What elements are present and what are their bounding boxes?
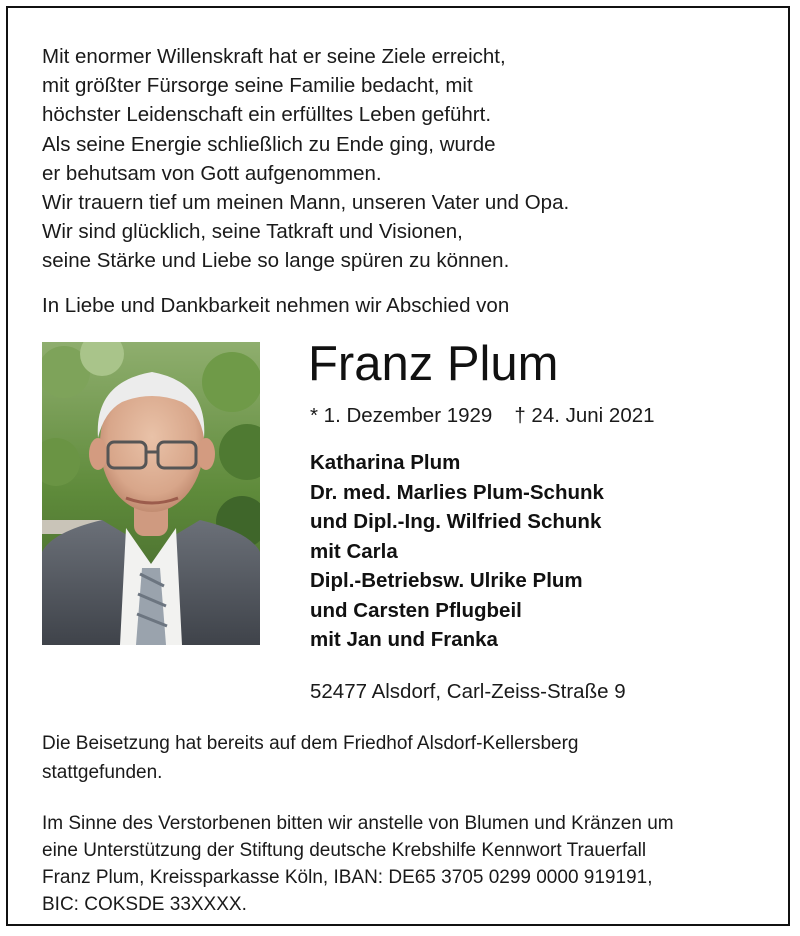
donation-line: BIC: COKSDE 33XXXX. bbox=[42, 894, 247, 915]
poem-line: mit größter Fürsorge seine Familie bedacht, mit bbox=[42, 74, 473, 98]
burial-line: stattgefunden. bbox=[42, 761, 163, 783]
farewell-intro: In Liebe und Dankbarkeit nehmen wir Abschied von bbox=[42, 294, 510, 317]
death-date: † 24. Juni 2021 bbox=[514, 404, 655, 427]
mourner-line: und Dipl.-Ing. Wilfried Schunk bbox=[310, 510, 602, 533]
burial-line: Die Beisetzung hat bereits auf dem Friedhof Alsdorf-Kellersberg bbox=[42, 733, 579, 754]
poem-line: Wir trauern tief um meinen Mann, unseren Vater und Opa. bbox=[42, 191, 570, 215]
poem-line: höchster Leidenschaft ein erfülltes Leben geführt. bbox=[42, 103, 492, 127]
birth-date: * 1. Dezember 1929 bbox=[310, 404, 493, 427]
burial-note bbox=[42, 730, 579, 787]
poem-line: seine Stärke und Liebe so lange spüren zu können. bbox=[42, 249, 510, 273]
poem-line: Wir sind glücklich, seine Tatkraft und Visionen, bbox=[42, 220, 463, 244]
obituary-frame bbox=[6, 6, 790, 926]
family-address: 52477 Alsdorf, Carl-Zeiss-Straße 9 bbox=[310, 680, 626, 703]
mourner-line: Dipl.-Betriebsw. Ulrike Plum bbox=[310, 569, 583, 592]
donation-request bbox=[42, 810, 674, 918]
portrait-photo bbox=[42, 342, 260, 645]
poem-line: Als seine Energie schließlich zu Ende ging, wurde bbox=[42, 132, 496, 156]
poem-line: Mit enormer Willenskraft hat er seine Ziele erreicht, bbox=[42, 45, 506, 68]
mourner-line: Katharina Plum bbox=[310, 451, 461, 474]
life-dates bbox=[310, 402, 655, 430]
mourner-line: mit Carla bbox=[310, 539, 398, 563]
mourner-line: und Carsten Pflugbeil bbox=[310, 598, 522, 622]
donation-line: Im Sinne des Verstorbenen bitten wir anstelle von Blumen und Kränzen um bbox=[42, 813, 674, 834]
donation-line: Franz Plum, Kreissparkasse Köln, IBAN: DE65 3705 0299 0000 919191, bbox=[42, 867, 653, 888]
deceased-name: Franz Plum bbox=[308, 337, 559, 391]
mourner-line: mit Jan und Franka bbox=[310, 628, 498, 651]
memorial-poem bbox=[42, 42, 569, 276]
poem-line: er behutsam von Gott aufgenommen. bbox=[42, 161, 382, 185]
donation-line: eine Unterstützung der Stiftung deutsche Krebshilfe Kennwort Trauerfall bbox=[42, 840, 647, 861]
mourner-line: Dr. med. Marlies Plum-Schunk bbox=[310, 480, 604, 504]
mourners-list bbox=[310, 448, 604, 655]
